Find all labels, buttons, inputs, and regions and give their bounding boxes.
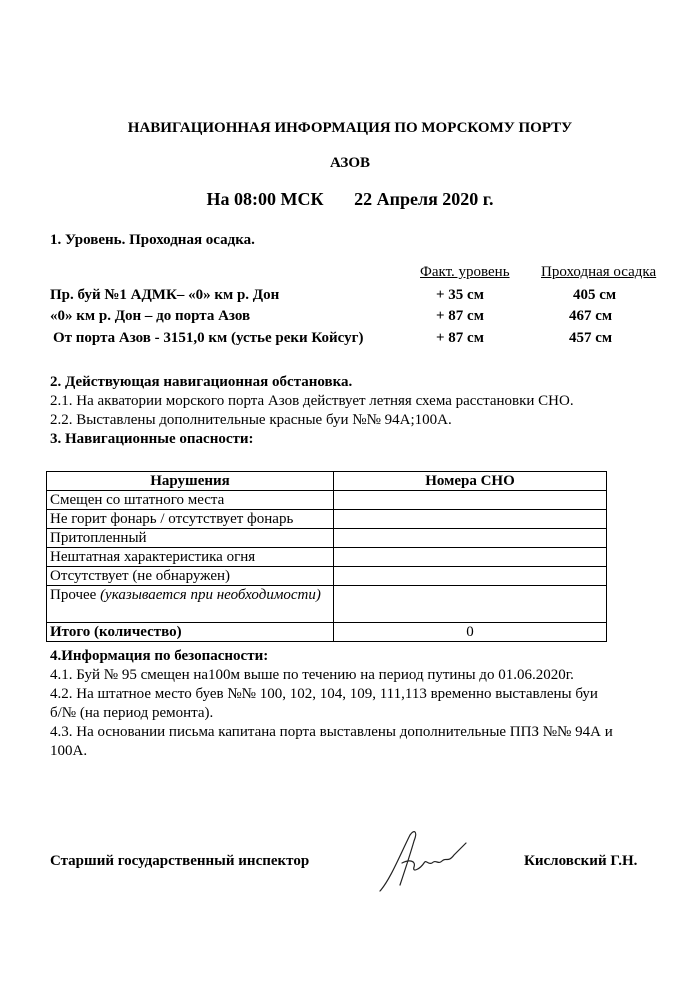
section4-p3-line2: 100А. <box>50 743 88 759</box>
table-total-row <box>47 623 607 642</box>
col-header-draft: Проходная осадка <box>541 264 657 280</box>
table-row <box>47 586 607 623</box>
level-row-level: + 35 см <box>436 287 484 303</box>
numbers-cell <box>334 510 607 529</box>
violation-cell: Притопленный <box>47 529 334 548</box>
section1-heading: 1. Уровень. Проходная осадка. <box>50 232 255 248</box>
total-label: Итого (количество) <box>47 623 334 642</box>
section4-heading: 4.Информация по безопасности: <box>50 648 269 664</box>
section4-p2-line2: б/№ (на период ремонта). <box>50 705 214 721</box>
section4-p3-line1: 4.3. На основании письма капитана порта выставлены дополнительные ППЗ №№ 94А и <box>50 724 613 740</box>
level-row-draft: 457 см <box>569 330 613 346</box>
hazards-table <box>46 471 607 642</box>
section2-line2: 2.2. Выставлены дополнительные красные буи №№ 94А;100А. <box>50 412 452 428</box>
level-row-place: Пр. буй №1 АДМК– «0» км р. Дон <box>50 287 280 303</box>
inspector-name: Кисловский Г.Н. <box>524 853 638 869</box>
table-row <box>47 510 607 529</box>
numbers-cell <box>334 548 607 567</box>
section2-heading: 2. Действующая навигационная обстановка. <box>50 374 353 390</box>
report-date: 22 Апреля 2020 г. <box>354 189 494 209</box>
level-row-place: «0» км р. Дон – до порта Азов <box>50 308 251 324</box>
numbers-cell <box>334 491 607 510</box>
level-row-draft: 405 см <box>573 287 617 303</box>
section2-line1: 2.1. На акватории морского порта Азов действует летняя схема расстановки СНО. <box>50 393 574 409</box>
col-header-numbers: Номера СНО <box>334 472 607 491</box>
total-value: 0 <box>334 623 607 642</box>
violation-cell: Не горит фонарь / отсутствует фонарь <box>47 510 334 529</box>
violation-cell-other <box>47 586 334 623</box>
document-title: НАВИГАЦИОННАЯ ИНФОРМАЦИЯ ПО МОРСКОМУ ПОРТУ <box>127 120 573 136</box>
port-name: АЗОВ <box>329 155 371 171</box>
section4-p2-line1: 4.2. На штатное место буев №№ 100, 102, 104, 109, 111,113 временно выставлены буи <box>50 686 598 702</box>
violation-cell: Отсутствует (не обнаружен) <box>47 567 334 586</box>
numbers-cell <box>334 529 607 548</box>
col-header-violation: Нарушения <box>47 472 334 491</box>
other-label: Прочее <box>50 587 97 603</box>
numbers-cell <box>334 586 607 623</box>
table-row <box>47 529 607 548</box>
violation-cell: Нештатная характеристика огня <box>47 548 334 567</box>
numbers-cell <box>334 567 607 586</box>
violation-cell: Смещен со штатного места <box>47 491 334 510</box>
table-row <box>47 548 607 567</box>
col-header-level: Факт. уровень <box>420 264 510 280</box>
report-time: 08:00 МСК <box>234 189 324 209</box>
report-datetime <box>0 189 700 210</box>
section4-p1: 4.1. Буй № 95 смещен на100м выше по течению на период путины до 01.06.2020г. <box>50 667 574 683</box>
level-row-place: От порта Азов - 3151,0 км (устье реки Койсуг) <box>53 330 364 346</box>
level-row-draft: 467 см <box>569 308 613 324</box>
level-row-level: + 87 см <box>436 308 484 324</box>
table-row <box>47 491 607 510</box>
level-row-level: + 87 см <box>436 330 484 346</box>
other-note: (указывается при необходимости) <box>100 587 321 603</box>
inspector-position: Старший государственный инспектор <box>50 853 310 869</box>
table-row <box>47 567 607 586</box>
section3-heading: 3. Навигационные опасности: <box>50 431 254 447</box>
signature-image <box>370 825 470 895</box>
date-prefix: На <box>206 189 230 209</box>
table-header-row <box>47 472 607 491</box>
